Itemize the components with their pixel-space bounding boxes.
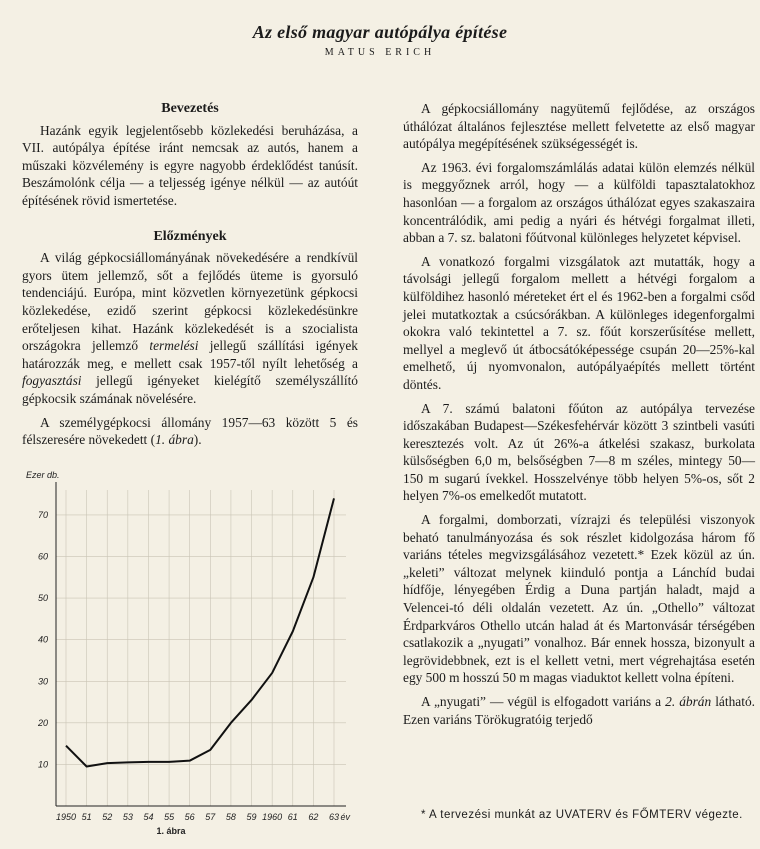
left-column bbox=[22, 100, 358, 455]
figure-2-reference: 2. ábrán bbox=[665, 694, 712, 709]
y-tick-label: 60 bbox=[37, 551, 48, 562]
right-paragraph-4: A 7. számú balatoni főúton az autópálya tervezése időszakában Budapest—Székesfehérvár között 3 szintbeli vasúti keresztezés volt. Az út 26%-a átkelési szakasz, burkolata külsőségben 6,0 m, belsőségben 7—8 m széles, mintegy 50—150 m sugarú ívekkel. Hosszelvénye több helyen 5%-os, sőt 2 helyen 7%-os emelkedőt mutatott. bbox=[403, 400, 755, 504]
author-name: MATUS ERICH bbox=[324, 47, 436, 58]
x-tick-label: 63 bbox=[328, 812, 340, 822]
figure-caption: 1. ábra bbox=[156, 826, 186, 836]
x-tick-label: 54 bbox=[143, 812, 154, 822]
y-axis-label: Ezer db. bbox=[26, 470, 60, 480]
intro-paragraph: Hazánk egyik legjelentősebb közlekedési beruházása, a VII. autópálya építése iránt nemcsak az autós, hanem a műszaki közvélemény is egyre nagyobb érdeklődést tanúsít. Beszámolónk célja — a teljesség igénye nélkül — az autóút építésének rövid ismertetése. bbox=[22, 122, 358, 208]
background-paragraph-1: A világ gépkocsiállományának növekedésére a rendkívül gyors ütem jellemző, sőt a fejlődés üteme is gyorsuló tendenciájú. Európa, mint közvetlen környezetünk gépkocsi közlekedése, ezidő szerint gépkocsi közlekedésünkre erőteljesen kihat. Hazánk közlekedését is a szocialista országokra jellemző termelési jellegű szállítási igények határozzák meg, e mellett csak 1957-től nyílt lehetőség a fogyasztási jellegű igényeket kielégítő személyszállító gépkocsik számának növelésére. bbox=[22, 250, 358, 406]
y-tick-label: 30 bbox=[37, 676, 48, 687]
x-tick-label: 56 bbox=[184, 812, 195, 822]
y-tick-label: 40 bbox=[37, 634, 48, 645]
right-paragraph-1: A gépkocsiállomány nagyütemű fejlődése, az országos úthálózat általános fejlesztése mellett felvetette az első magyar autópálya megépítésének szükségességét is. bbox=[403, 101, 755, 152]
y-tick-label: 70 bbox=[37, 509, 48, 520]
y-tick-label: 50 bbox=[37, 593, 48, 604]
background-heading: Előzmények bbox=[153, 228, 227, 244]
x-tick-label: 52 bbox=[102, 812, 113, 822]
x-tick-label: 51 bbox=[81, 812, 92, 822]
x-tick-label: 53 bbox=[122, 812, 133, 822]
x-tick-label: 55 bbox=[164, 812, 175, 822]
y-tick-label: 10 bbox=[37, 759, 48, 770]
x-tick-label: 58 bbox=[225, 812, 236, 822]
footnote: * A tervezési munkát az UVATERV és FŐMTERV végezte. bbox=[421, 809, 743, 821]
x-tick-label: 1950 bbox=[55, 812, 77, 822]
right-column bbox=[403, 100, 755, 734]
article-title: Az első magyar autópálya építése bbox=[252, 22, 508, 42]
emphasis-fogyasztasi: fogyasztási bbox=[22, 373, 82, 389]
car-stock-line-chart bbox=[16, 468, 356, 844]
figure-reference: 1. ábra bbox=[155, 432, 194, 448]
emphasis-termelesi: termelési bbox=[149, 338, 199, 354]
right-paragraph-5: A forgalmi, domborzati, vízrajzi és települési viszonyok beható tanulmányozása és sok részlet kidolgozása három fő variáns tételes megvizsgálásához vezetett.* Ezek közül az ún. „keleti” változat melynek kiinduló pontja a Lánchíd budai hídfője, lényegében Érdig a Duna partján haladt, majd a Velencei-tó déli oldalán vezetett. Az ún. „Othello” változat Érdparkváros Othello utcán halad át és Martonvásár térségében csatlakozik a „nyugati” vonalhoz. Bár ennek hossza, bizonyult a legrövidebbnek, ezt is el kellett vetni, mert végrehajtása esetén egy 500 m hosszú 50 m magas viaduktot kellett volna építeni. bbox=[403, 512, 755, 686]
intro-heading: Bevezetés bbox=[161, 101, 219, 116]
series-line bbox=[66, 498, 334, 766]
right-paragraph-2: Az 1963. évi forgalomszámlálás adatai külön elemzés nélkül is meggyőznek arról, hogy — a külföldi tapasztalatokhoz hasonlóan — a forgalom az országos úthálózat egyes szakaszaira koncentrálódik, ami pedig a nyári és hétvégi forgalmat illeti, abban a 7. sz. balatoni főútvonal különleges helyzetet képvisel. bbox=[403, 159, 755, 246]
x-tick-label: 1960 bbox=[262, 812, 283, 822]
right-paragraph-3: A vonatkozó forgalmi vizsgálatok azt mutatták, hogy a távolsági jellegű forgalom mellett a hétvégi forgalom a külföldihez hasonló méreteket ért el és 1962-ben a forgalmi csőd jelei mutatkoztak a csúcsórákban. A különleges idegenforgalmi okokra való tekintettel a 7. sz. főút korszerűsítése mellett, mellyel a meglevő út átbocsátóképessége csupán 20—25%-kal emelhető, új nyomvonalon, autópályaépítés mellett történt döntés. bbox=[403, 253, 755, 392]
y-tick-label: 20 bbox=[37, 717, 48, 728]
x-tick-label: 61 bbox=[287, 812, 298, 822]
background-paragraph-2: A személygépkocsi állomány 1957—63 között 5 és félszeresére növekedett (1. ábra). bbox=[22, 414, 358, 448]
x-tick-label: 59 bbox=[246, 812, 257, 822]
x-axis-label: év bbox=[340, 812, 350, 822]
right-paragraph-6: A „nyugati” — végül is elfogadott variáns a 2. ábrán látható. Ezen variáns Törökugratóig terjedő bbox=[403, 694, 755, 727]
figure-1-chart bbox=[16, 468, 356, 844]
x-tick-label: 57 bbox=[205, 812, 216, 822]
x-tick-label: 62 bbox=[308, 812, 319, 822]
